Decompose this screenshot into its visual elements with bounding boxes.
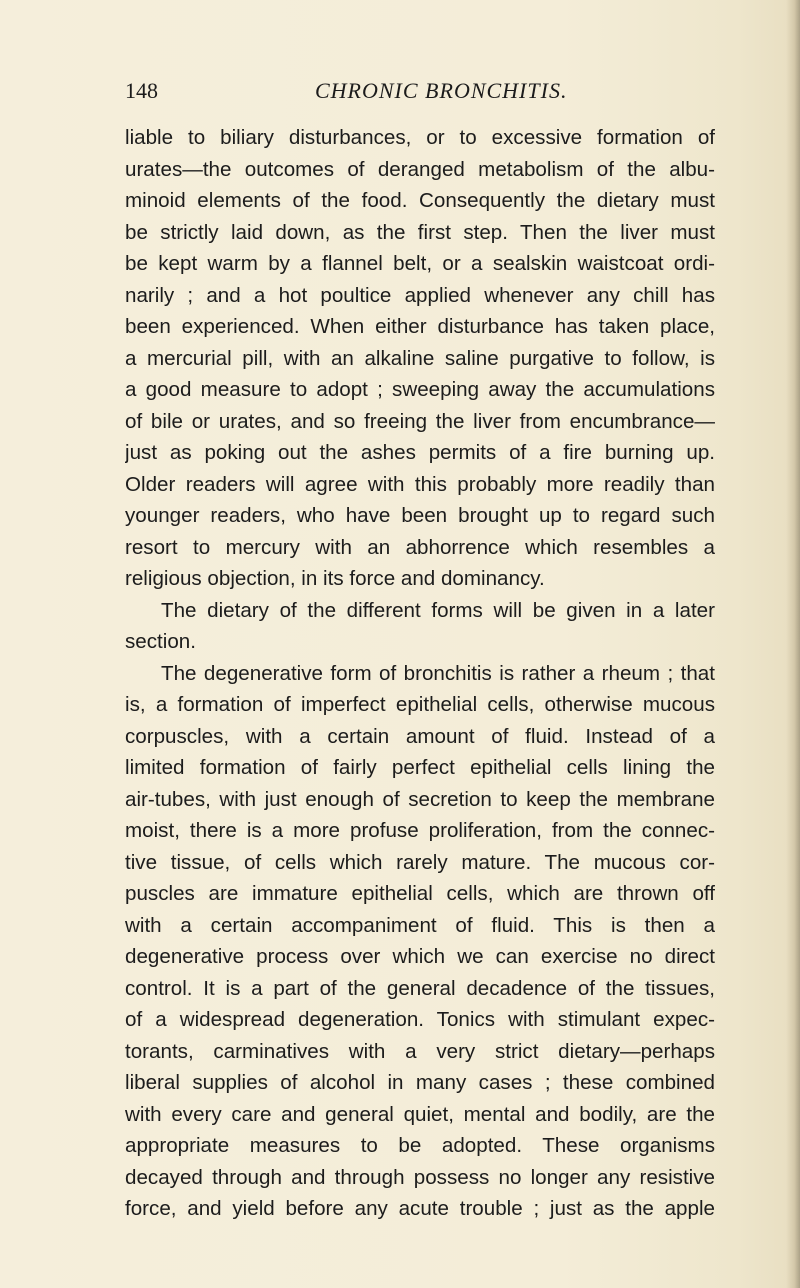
text-line: Older readers will agree with this probably more readily than [125,472,715,496]
text-line: a good measure to adopt ; sweeping away the accumulations [125,378,715,401]
text-line: minoid elements of the food. Consequently the dietary must [125,189,715,212]
text-line: appropriate measures to be adopted. These organisms [125,1134,715,1157]
text-line: limited formation of fairly perfect epithelial cells lining the [125,756,715,779]
text-line: torants, carminatives with a very strict dietary—perhaps [125,1039,715,1063]
text-line: with a certain accompaniment of fluid. This is then a [125,913,715,937]
text-line: be strictly laid down, as the first step. Then the liver must [125,220,715,244]
text-line: air-tubes, with just enough of secretion to keep the membrane [125,787,715,811]
text-line: liable to biliary disturbances, or to excessive formation of [125,126,715,149]
text-line: been experienced. When either disturbance has taken place, [125,315,715,338]
text-line: narily ; and a hot poultice applied whenever any chill has [125,283,715,307]
running-head: CHRONIC BRONCHITIS. [315,78,568,103]
text-line: just as poking out the ashes permits of a fire burning up. [125,441,715,464]
text-line: religious objection, in its force and dominancy. [125,567,545,590]
text-line: control. It is a part of the general decadence of the tissues, [125,976,715,1000]
page-header [125,78,705,112]
page-edge-shadow [786,0,800,1288]
text-line: of a widespread degeneration. Tonics with stimulant expec- [125,1008,715,1031]
text-line: moist, there is a more profuse proliferation, from the connec- [125,819,715,842]
text-line: with every care and general quiet, mental and bodily, are the [125,1102,715,1126]
text-line: degenerative process over which we can exercise no direct [125,945,715,968]
text-line: be kept warm by a flannel belt, or a sealskin waistcoat ordi- [125,252,715,275]
text-line: of bile or urates, and so freeing the liver from encumbrance— [125,409,715,433]
text-line: The degenerative form of bronchitis is rather a rheum ; that [161,661,715,685]
text-line: a mercurial pill, with an alkaline saline purgative to follow, is [125,346,715,370]
text-line: tive tissue, of cells which rarely mature. The mucous cor- [125,850,715,874]
text-line: force, and yield before any acute trouble ; just as the apple [125,1197,715,1220]
text-line: urates—the outcomes of deranged metabolism of the albu- [125,157,715,181]
body-text [125,122,715,1225]
text-line: liberal supplies of alcohol in many cases ; these combined [125,1071,715,1094]
text-line: decayed through and through possess no longer any resistive [125,1165,715,1189]
text-line: The dietary of the different forms will be given in a later [161,598,715,622]
text-line: resort to mercury with an abhorrence which resembles a [125,535,715,559]
text-line: corpuscles, with a certain amount of fluid. Instead of a [125,724,715,748]
text-line: section. [125,630,196,653]
text-line: is, a formation of imperfect epithelial cells, otherwise mucous [125,693,715,716]
text-line: puscles are immature epithelial cells, which are thrown off [125,882,715,905]
text-line: younger readers, who have been brought up to regard such [125,504,715,527]
page-number: 148 [125,78,158,103]
